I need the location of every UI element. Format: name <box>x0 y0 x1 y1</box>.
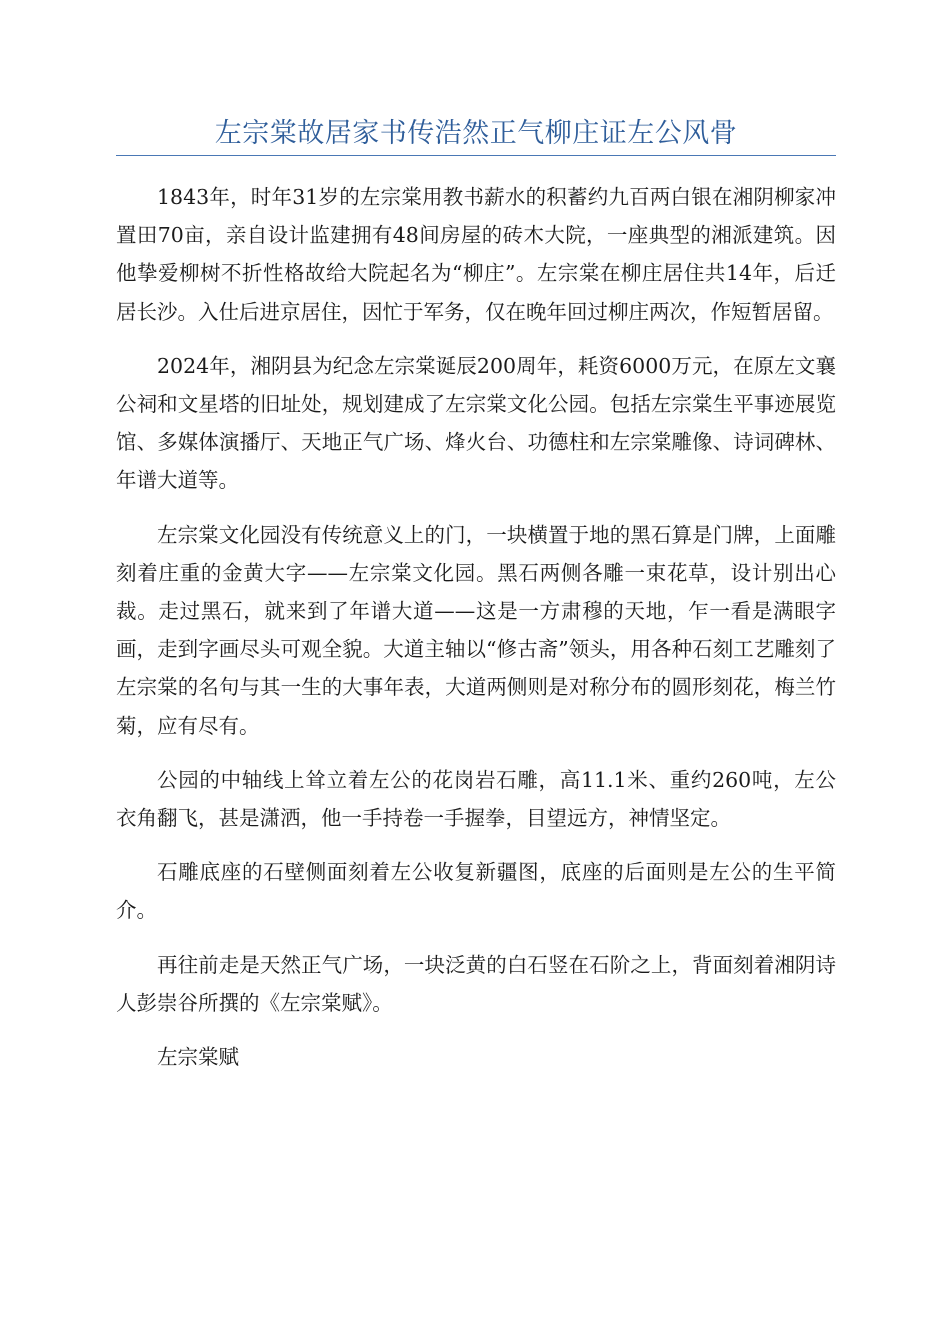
paragraph-2: 2024年，湘阴县为纪念左宗棠诞辰200周年，耗资6000万元，在原左文襄公祠和文星塔的旧址处，规划建成了左宗棠文化公园。包括左宗棠生平事迹展览馆、多媒体演播厅、天地正气广场、烽火台、功德柱和左宗棠雕像、诗词碑林、年谱大道等。 <box>116 353 836 493</box>
title-underline <box>116 155 836 156</box>
document-title: 左宗棠故居家书传浩然正气柳庄证左公风骨 <box>214 118 738 149</box>
paragraph-4: 公园的中轴线上耸立着左公的花岗岩石雕，高11.1米、重约260吨，左公衣角翻飞，甚是潇洒，他一手持卷一手握拳，目望远方，神情坚定。 <box>116 767 836 831</box>
document-body <box>116 178 836 1076</box>
paragraph-1: 1843年，时年31岁的左宗棠用教书薪水的积蓄约九百两白银在湘阴柳家冲置田70亩，亲自设计监建拥有48间房屋的砖木大院，一座典型的湘派建筑。因他挚爱柳树不折性格故给大院起名为“柳庄”。左宗棠在柳庄居住共14年，后迁居长沙。入仕后进京居住，因忙于军务，仅在晚年回过柳庄两次，作短暂居留。 <box>116 185 836 324</box>
document-page <box>116 0 836 1092</box>
paragraph-3: 左宗棠文化园没有传统意义上的门，一块横置于地的黑石算是门牌，上面雕刻着庄重的金黄大字——左宗棠文化园。黑石两侧各雕一束花草，设计别出心裁。走过黑石，就来到了年谱大道——这是一方肃穆的天地，乍一看是满眼字画，走到字画尽头可观全貌。大道主轴以“修古斋”领头，用各种石刻工艺雕刻了左宗棠的名句与其一生的大事年表，大道两侧则是对称分布的圆形刻花，梅兰竹菊，应有尽有。 <box>116 522 836 738</box>
paragraph-5: 石雕底座的石壁侧面刻着左公收复新疆图，底座的后面则是左公的生平简介。 <box>116 860 836 923</box>
section-heading: 左宗棠赋 <box>157 1045 239 1070</box>
paragraph-6: 再往前走是天然正气广场，一块泛黄的白石竖在石阶之上，背面刻着湘阴诗人彭崇谷所撰的《左宗棠赋》。 <box>116 952 836 1015</box>
